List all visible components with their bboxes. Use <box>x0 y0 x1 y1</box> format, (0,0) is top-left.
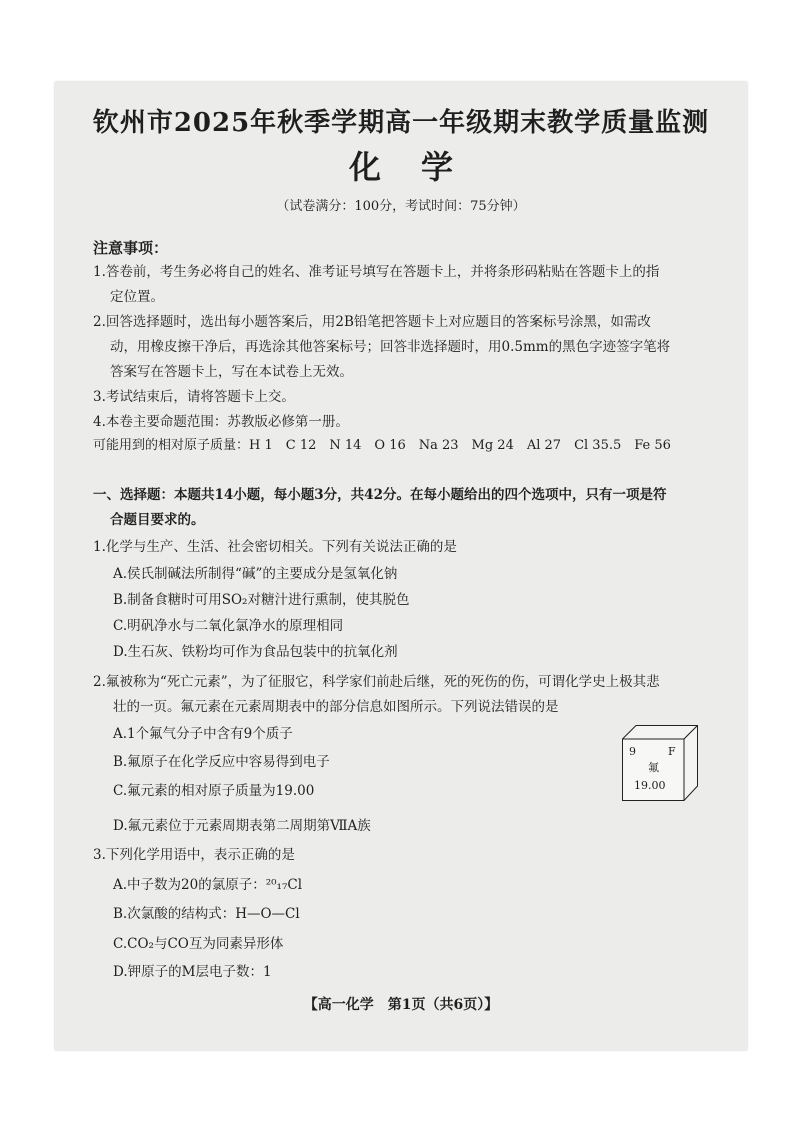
notes-heading: 注意事项： <box>93 239 169 257</box>
atomic-number: 9 <box>629 745 636 758</box>
element-mass: 19.00 <box>634 779 666 792</box>
subject-title: 化学 <box>348 148 493 186</box>
question-stem: 2.氟被称为“死亡元素”，为了征服它，科学家们前赴后继，死的死伤的伤，可谓化学史上极其悲 <box>93 674 660 690</box>
question-option: A.侯氏制碱法所制得“碱”的主要成分是氢氧化钠 <box>113 566 398 582</box>
question-stem-cont: 壮的一页。氟元素在元素周期表中的部分信息如图所示。下列说法错误的是 <box>113 699 559 715</box>
note-line: 答案写在答题卡上，写在本试卷上无效。 <box>110 364 353 380</box>
fluorine-element-card <box>622 725 698 801</box>
question-option: D.氟元素位于元素周期表第二周期第ⅦA族 <box>113 818 371 834</box>
note-line: 4.本卷主要命题范围：苏教版必修第一册。 <box>93 414 349 430</box>
question-stem: 1.化学与生产、生活、社会密切相关。下列有关说法正确的是 <box>93 539 457 555</box>
question-option: D.生石灰、铁粉均可作为食品包装中的抗氧化剂 <box>113 644 398 660</box>
section-heading-cont: 合题目要求的。 <box>110 512 205 528</box>
question-stem: 3.下列化学用语中，表示正确的是 <box>93 847 295 863</box>
question-option: A.中子数为20的氯原子：²⁰₁₇Cl <box>113 877 303 893</box>
question-option: C.氟元素的相对原子质量为19.00 <box>113 783 315 799</box>
question-option: C.明矾净水与二氧化氯净水的原理相同 <box>113 618 344 634</box>
note-line: 1.答卷前，考生务必将自己的姓名、准考证号填写在答题卡上，并将条形码粘贴在答题卡上的指 <box>93 264 660 280</box>
atomic-mass-line: 可能用到的相对原子质量：H 1 C 12 N 14 O 16 Na 23 Mg 24 Al 27 Cl 35.5 Fe 56 <box>93 438 671 453</box>
question-option: D.钾原子的M层电子数：1 <box>113 964 272 980</box>
note-line: 2.回答选择题时，选出每小题答案后，用2B铅笔把答题卡上对应题目的答案标号涂黑，如需改 <box>93 314 651 330</box>
question-option: B.次氯酸的结构式：H—O—Cl <box>113 906 300 922</box>
note-line: 定位置。 <box>110 289 164 305</box>
question-option: B.氟原子在化学反应中容易得到电子 <box>113 754 330 770</box>
exam-paper <box>55 82 747 1050</box>
note-line: 3.考试结束后，请将答题卡上交。 <box>93 389 295 405</box>
question-option: B.制备食糖时可用SO₂对糖汁进行熏制，使其脱色 <box>113 592 410 608</box>
page-footer: 【高一化学 第1页（共6页）】 <box>303 997 499 1013</box>
exam-info: （试卷满分：100分，考试时间：75分钟） <box>276 199 526 214</box>
element-symbol: F <box>668 745 676 758</box>
question-option: C.CO₂与CO互为同素异形体 <box>113 936 284 952</box>
question-option: A.1个氟气分子中含有9个质子 <box>113 726 293 742</box>
section-heading: 一、选择题：本题共14小题，每小题3分，共42分。在每小题给出的四个选项中，只有一项是符 <box>93 487 667 503</box>
exam-title: 钦州市2025年秋季学期高一年级期末教学质量监测 <box>92 108 710 138</box>
element-name: 氟 <box>648 761 659 774</box>
note-line: 动，用橡皮擦干净后，再选涂其他答案标号；回答非选择题时，用0.5mm的黑色字迹签字笔将 <box>110 339 671 355</box>
